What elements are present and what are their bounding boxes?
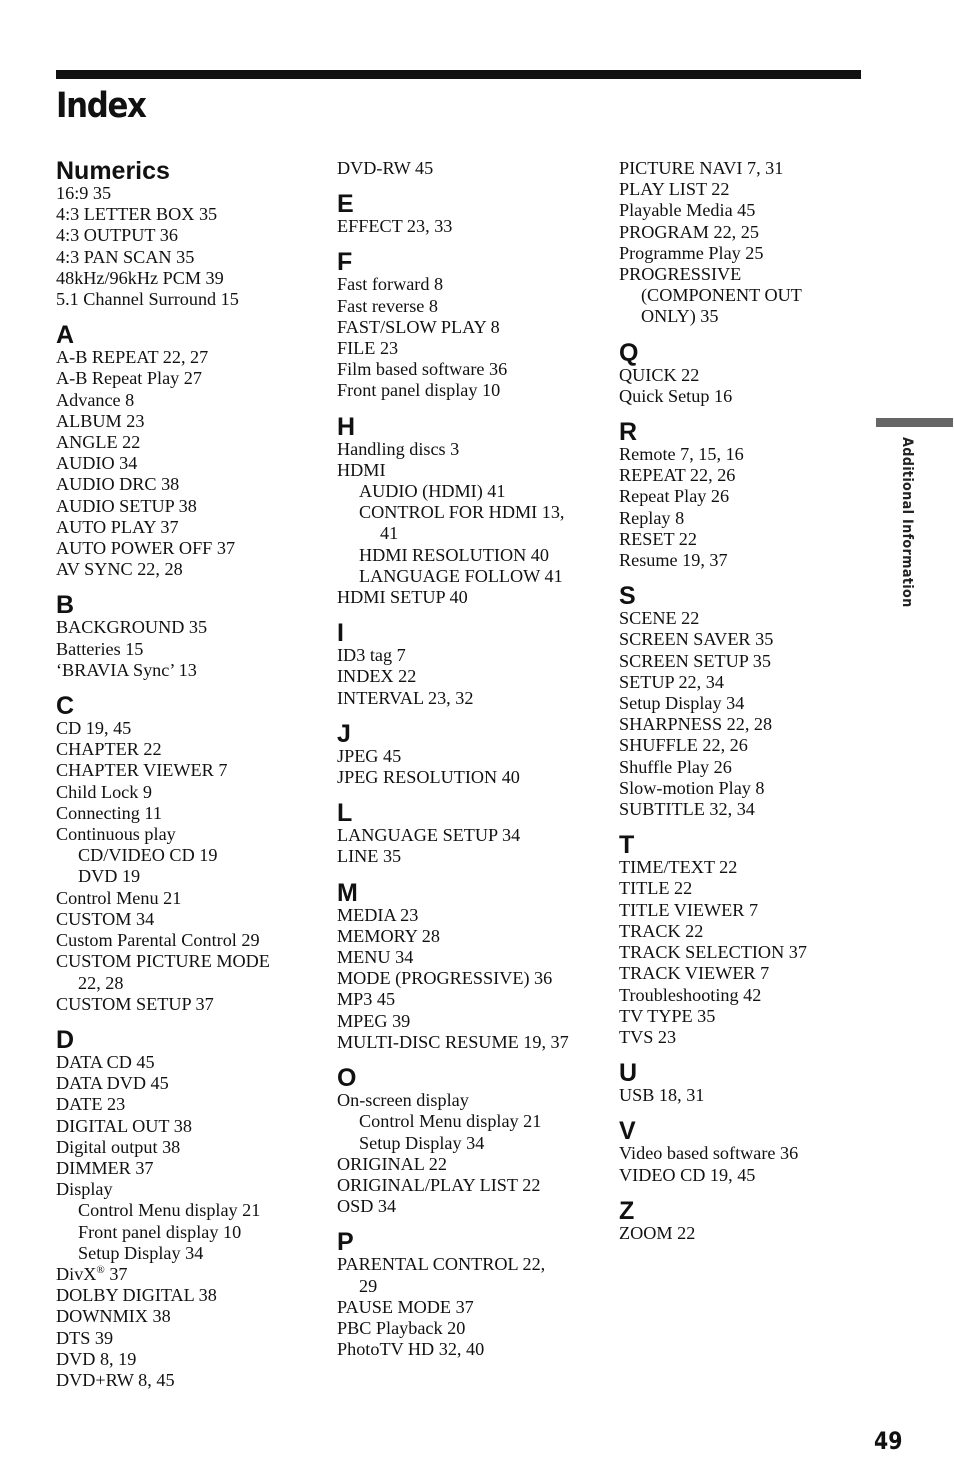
index-entry: Control Menu 21 (56, 887, 182, 908)
registered-mark: ® (96, 1263, 105, 1276)
index-entry: MP3 45 (337, 989, 396, 1010)
index-entry: A-B Repeat Play 27 (56, 368, 202, 389)
index-entry: DVD 8, 19 (56, 1348, 137, 1369)
index-entry: Quick Setup 16 (619, 385, 733, 406)
index-entry: ORIGINAL 22 (337, 1153, 447, 1174)
section-heading: V (619, 1117, 636, 1146)
index-entry: Fast forward 8 (337, 274, 444, 295)
index-entry: PAUSE MODE 37 (337, 1296, 474, 1317)
index-column-2 (337, 158, 602, 1360)
index-entry: TITLE VIEWER 7 (619, 899, 759, 920)
index-entry: MPEG 39 (337, 1010, 411, 1031)
index-subentry: Control Menu display 21 (78, 1200, 261, 1221)
index-subentry: (COMPONENT OUT (641, 285, 802, 306)
section-heading: A (56, 321, 75, 350)
section-heading: E (337, 190, 354, 219)
index-entry: TRACK VIEWER 7 (619, 963, 770, 984)
index-entry: Playable Media 45 (619, 200, 756, 221)
index-entry: REPEAT 22, 26 (619, 465, 736, 486)
index-entry: 4:3 OUTPUT 36 (56, 225, 178, 246)
index-entry: Troubleshooting 42 (619, 984, 762, 1005)
side-section-label: Additional Information (899, 437, 915, 608)
index-entry: PROGRESSIVE (619, 264, 742, 285)
index-column-1 (56, 158, 316, 1391)
index-entry: PARENTAL CONTROL 22, (337, 1254, 546, 1275)
index-entry: Resume 19, 37 (619, 550, 728, 571)
index-entry: Film based software 36 (337, 359, 508, 380)
index-entry: MODE (PROGRESSIVE) 36 (337, 968, 553, 989)
index-entry: BACKGROUND 35 (56, 617, 208, 638)
index-entry: CHAPTER 22 (56, 739, 162, 760)
index-subentry: CD/VIDEO CD 19 (78, 845, 218, 866)
index-entry: MEMORY 28 (337, 925, 440, 946)
section-heading: D (56, 1025, 75, 1054)
index-entry: HDMI (337, 459, 386, 480)
index-entry: CHAPTER VIEWER 7 (56, 760, 228, 781)
index-entry: Replay 8 (619, 507, 685, 528)
index-entry: PBC Playback 20 (337, 1317, 466, 1338)
index-subentry: Front panel display 10 (78, 1221, 242, 1242)
page-number: 49 (874, 1427, 903, 1455)
index-entry: LINE 35 (337, 846, 402, 867)
index-entry: PROGRAM 22, 25 (619, 221, 759, 242)
index-entry: MENU 34 (337, 947, 414, 968)
index-entry: Handling discs 3 (337, 438, 460, 459)
index-entry: 48kHz/96kHz PCM 39 (56, 267, 224, 288)
page-title: Index (56, 86, 146, 126)
section-heading: C (56, 692, 75, 721)
index-entry: MULTI-DISC RESUME 19, 37 (337, 1031, 569, 1052)
index-entry: SHUFFLE 22, 26 (619, 735, 748, 756)
index-subentry: HDMI RESOLUTION 40 (359, 544, 549, 565)
section-heading: H (337, 412, 356, 441)
index-entry: Setup Display 34 (619, 693, 745, 714)
index-entry: USB 18, 31 (619, 1085, 705, 1106)
index-entry: Connecting 11 (56, 802, 162, 823)
index-entry: SCENE 22 (619, 608, 700, 629)
index-entry: Front panel display 10 (337, 380, 501, 401)
section-heading: L (337, 799, 353, 828)
index-entry: TVS 23 (619, 1026, 677, 1047)
index-entry: AUDIO 34 (56, 453, 138, 474)
index-entry: 5.1 Channel Surround 15 (56, 289, 239, 310)
index-entry: 4:3 PAN SCAN 35 (56, 246, 195, 267)
section-heading: T (619, 831, 635, 860)
index-entry: DTS 39 (56, 1327, 114, 1348)
section-heading: Numerics (56, 157, 170, 185)
section-heading: U (619, 1059, 638, 1088)
index-entry: JPEG 45 (337, 745, 402, 766)
index-entry: DOLBY DIGITAL 38 (56, 1285, 217, 1306)
index-entry: SHARPNESS 22, 28 (619, 714, 773, 735)
section-heading: I (337, 619, 344, 648)
index-entry: DVD-RW 45 (337, 158, 434, 178)
index-entry: A-B REPEAT 22, 27 (56, 347, 209, 368)
entry-text: DivX (56, 1263, 97, 1284)
index-entry: SCREEN SAVER 35 (619, 629, 774, 650)
index-entry: SCREEN SETUP 35 (619, 650, 771, 671)
index-entry: Batteries 15 (56, 638, 144, 659)
index-subentry: Setup Display 34 (78, 1242, 204, 1263)
index-entry: INDEX 22 (337, 666, 417, 687)
index-entry: Shuffle Play 26 (619, 756, 732, 777)
index-entry: AUDIO DRC 38 (56, 474, 180, 495)
index-entry: DIMMER 37 (56, 1157, 154, 1178)
section-heading: P (337, 1228, 354, 1257)
index-entry: DIGITAL OUT 38 (56, 1115, 192, 1136)
index-subentry: 41 (380, 523, 399, 544)
index-entry: On-screen display (337, 1090, 469, 1111)
index-entry: CUSTOM PICTURE MODE (56, 951, 270, 972)
index-entry: Child Lock 9 (56, 781, 152, 802)
section-heading: Z (619, 1196, 635, 1225)
index-entry: AUTO PLAY 37 (56, 516, 179, 537)
index-entry: INTERVAL 23, 32 (337, 687, 474, 708)
index-subentry: DVD 19 (78, 866, 141, 887)
index-entry: CD 19, 45 (56, 718, 132, 739)
index-entry: Slow-motion Play 8 (619, 777, 765, 798)
section-heading: F (337, 248, 353, 277)
index-entry: AUTO POWER OFF 37 (56, 538, 236, 559)
index-entry: RESET 22 (619, 528, 697, 549)
index-entry: Fast reverse 8 (337, 295, 439, 316)
index-entry: Remote 7, 15, 16 (619, 444, 744, 465)
index-entry: DATE 23 (56, 1094, 126, 1115)
index-entry: FAST/SLOW PLAY 8 (337, 316, 500, 337)
index-entry: DATA CD 45 (56, 1051, 155, 1072)
index-entry: AV SYNC 22, 28 (56, 559, 183, 580)
index-entry: Continuous play (56, 824, 176, 845)
index-entry: MEDIA 23 (337, 904, 419, 925)
index-entry: Custom Parental Control 29 (56, 930, 260, 951)
index-entry: HDMI SETUP 40 (337, 587, 468, 608)
index-entry: Programme Play 25 (619, 242, 764, 263)
index-entry: Video based software 36 (619, 1143, 799, 1164)
index-entry: DVD+RW 8, 45 (56, 1369, 175, 1390)
section-heading: B (56, 591, 75, 620)
index-subentry: Setup Display 34 (359, 1132, 485, 1153)
index-entry (56, 1264, 316, 1285)
index-subentry: CONTROL FOR HDMI 13, (359, 502, 565, 523)
index-entry: ID3 tag 7 (337, 645, 406, 666)
index-entry: 16:9 35 (56, 183, 112, 203)
index-entry: FILE 23 (337, 338, 399, 359)
top-rule (56, 70, 861, 79)
index-entry: DATA DVD 45 (56, 1073, 169, 1094)
index-entry: PhotoTV HD 32, 40 (337, 1339, 485, 1360)
index-subentry: 29 (359, 1275, 378, 1296)
index-entry: Advance 8 (56, 389, 135, 410)
index-entry: ‘BRAVIA Sync’ 13 (56, 659, 197, 680)
index-entry: TRACK 22 (619, 920, 704, 941)
index-entry: ZOOM 22 (619, 1222, 696, 1243)
index-entry: Display (56, 1179, 113, 1200)
index-entry: CUSTOM 34 (56, 908, 155, 929)
index-entry: ALBUM 23 (56, 410, 145, 431)
section-heading: R (619, 418, 638, 447)
index-entry: TV TYPE 35 (619, 1005, 716, 1026)
section-heading: M (337, 878, 358, 907)
index-entry: LANGUAGE SETUP 34 (337, 825, 521, 846)
index-subentry: LANGUAGE FOLLOW 41 (359, 565, 563, 586)
index-entry: Digital output 38 (56, 1136, 181, 1157)
index-entry: TRACK SELECTION 37 (619, 942, 807, 963)
index-entry: QUICK 22 (619, 364, 700, 385)
section-heading: O (337, 1064, 357, 1093)
section-heading: J (337, 719, 351, 748)
index-entry: ANGLE 22 (56, 432, 141, 453)
index-subentry: 22, 28 (78, 972, 124, 993)
index-entry: Repeat Play 26 (619, 486, 730, 507)
index-entry: SUBTITLE 32, 34 (619, 799, 755, 820)
index-entry: EFFECT 23, 33 (337, 216, 453, 237)
index-entry: TITLE 22 (619, 878, 693, 899)
index-entry: 4:3 LETTER BOX 35 (56, 204, 218, 225)
index-subentry: Control Menu display 21 (359, 1111, 542, 1132)
index-entry: VIDEO CD 19, 45 (619, 1164, 756, 1185)
index-entry: PLAY LIST 22 (619, 179, 730, 200)
index-entry: DOWNMIX 38 (56, 1306, 171, 1327)
index-subentry: ONLY) 35 (641, 306, 719, 327)
index-entry: TIME/TEXT 22 (619, 857, 738, 878)
index-column-3 (619, 158, 859, 1244)
index-entry: SETUP 22, 34 (619, 671, 724, 692)
section-heading: S (619, 582, 636, 611)
index-entry: JPEG RESOLUTION 40 (337, 767, 520, 788)
index-entry: AUDIO SETUP 38 (56, 495, 197, 516)
index-entry: OSD 34 (337, 1196, 397, 1217)
section-heading: Q (619, 338, 639, 367)
index-entry: CUSTOM SETUP 37 (56, 993, 214, 1014)
index-entry: ORIGINAL/PLAY LIST 22 (337, 1174, 541, 1195)
side-tab-bar (876, 418, 953, 427)
entry-page-ref: 37 (104, 1263, 128, 1284)
index-entry: PICTURE NAVI 7, 31 (619, 158, 784, 178)
index-subentry: AUDIO (HDMI) 41 (359, 481, 506, 502)
